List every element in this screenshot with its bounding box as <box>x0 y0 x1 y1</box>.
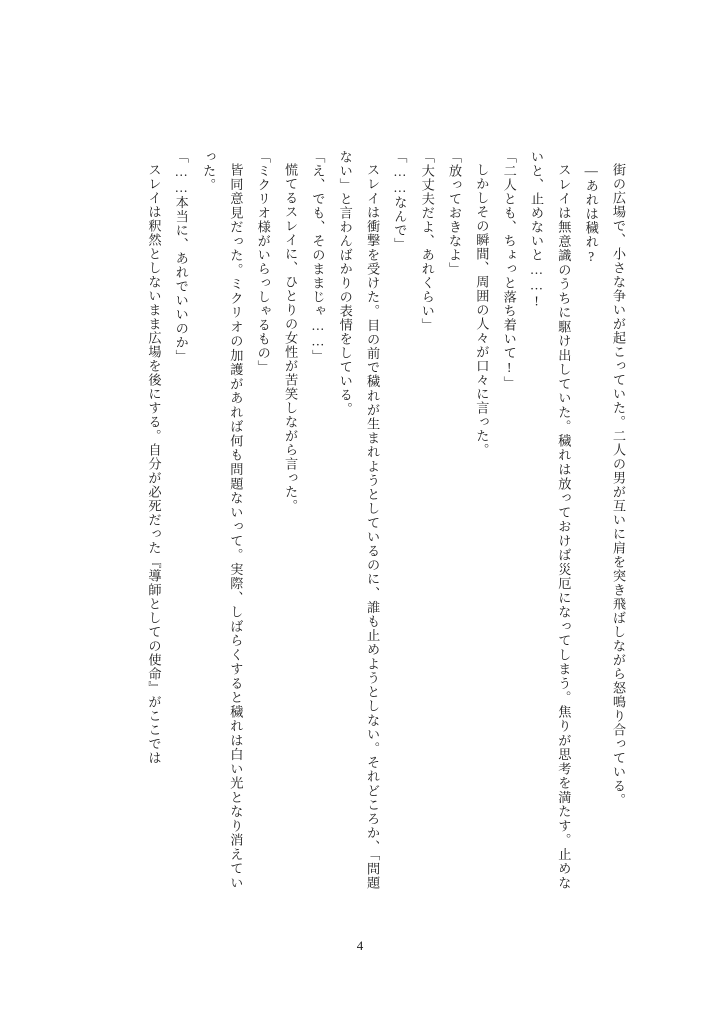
paragraph: 「え、でも、そのままじゃ……」 <box>310 150 326 364</box>
paragraph: 「大丈夫だよ、あれくらい」 <box>419 150 435 332</box>
paragraph: 慌てるスレイに、ひとりの女性が苦笑しながら言った。 <box>283 163 299 513</box>
paragraph: 街の広場で、小さな争いが起こっていた。二人の男が互いに肩を突き飛ばしながら怒鳴り合っている。 <box>611 163 626 807</box>
page-number: 4 <box>356 938 364 953</box>
paragraph: 「……本当に、あれでいいのか」 <box>173 150 189 364</box>
paragraph: 「放っておきなよ」 <box>447 150 463 276</box>
paragraph: 皆同意見だった。ミクリオの加護があれば何も問題ないって。実際、しばらくすると穢れは白い光となり消えていった。 <box>201 150 244 890</box>
novel-body-text <box>146 150 632 890</box>
paragraph: ―あれは穢れ? <box>583 163 599 265</box>
paragraph: しかしその瞬間、周囲の人々が口々に言った。 <box>474 163 490 458</box>
paragraph: 「ミクリオ様がいらっしゃるもの」 <box>255 150 271 374</box>
paragraph: 「二人とも、ちょっと落ち着いて!」 <box>501 150 517 390</box>
paragraph: 「……なんで」 <box>392 150 408 252</box>
paragraph: スレイは無意識のうちに駆け出していた。穢れは放っておけば災厄になってしまう。焦りが思考を満たす。止めないと、止めないと……! <box>529 150 572 890</box>
paragraph: スレイは釈然としないまま広場を後にする。自分が必死だった『導師としての使命』がここでは <box>146 163 162 765</box>
paragraph: スレイは衝撃を受けた。目の前で穢れが生まれようとしているのに、誰も止めようとしない。それどころか、「問題ない」と言わんばかりの表情をしている。 <box>337 150 381 890</box>
